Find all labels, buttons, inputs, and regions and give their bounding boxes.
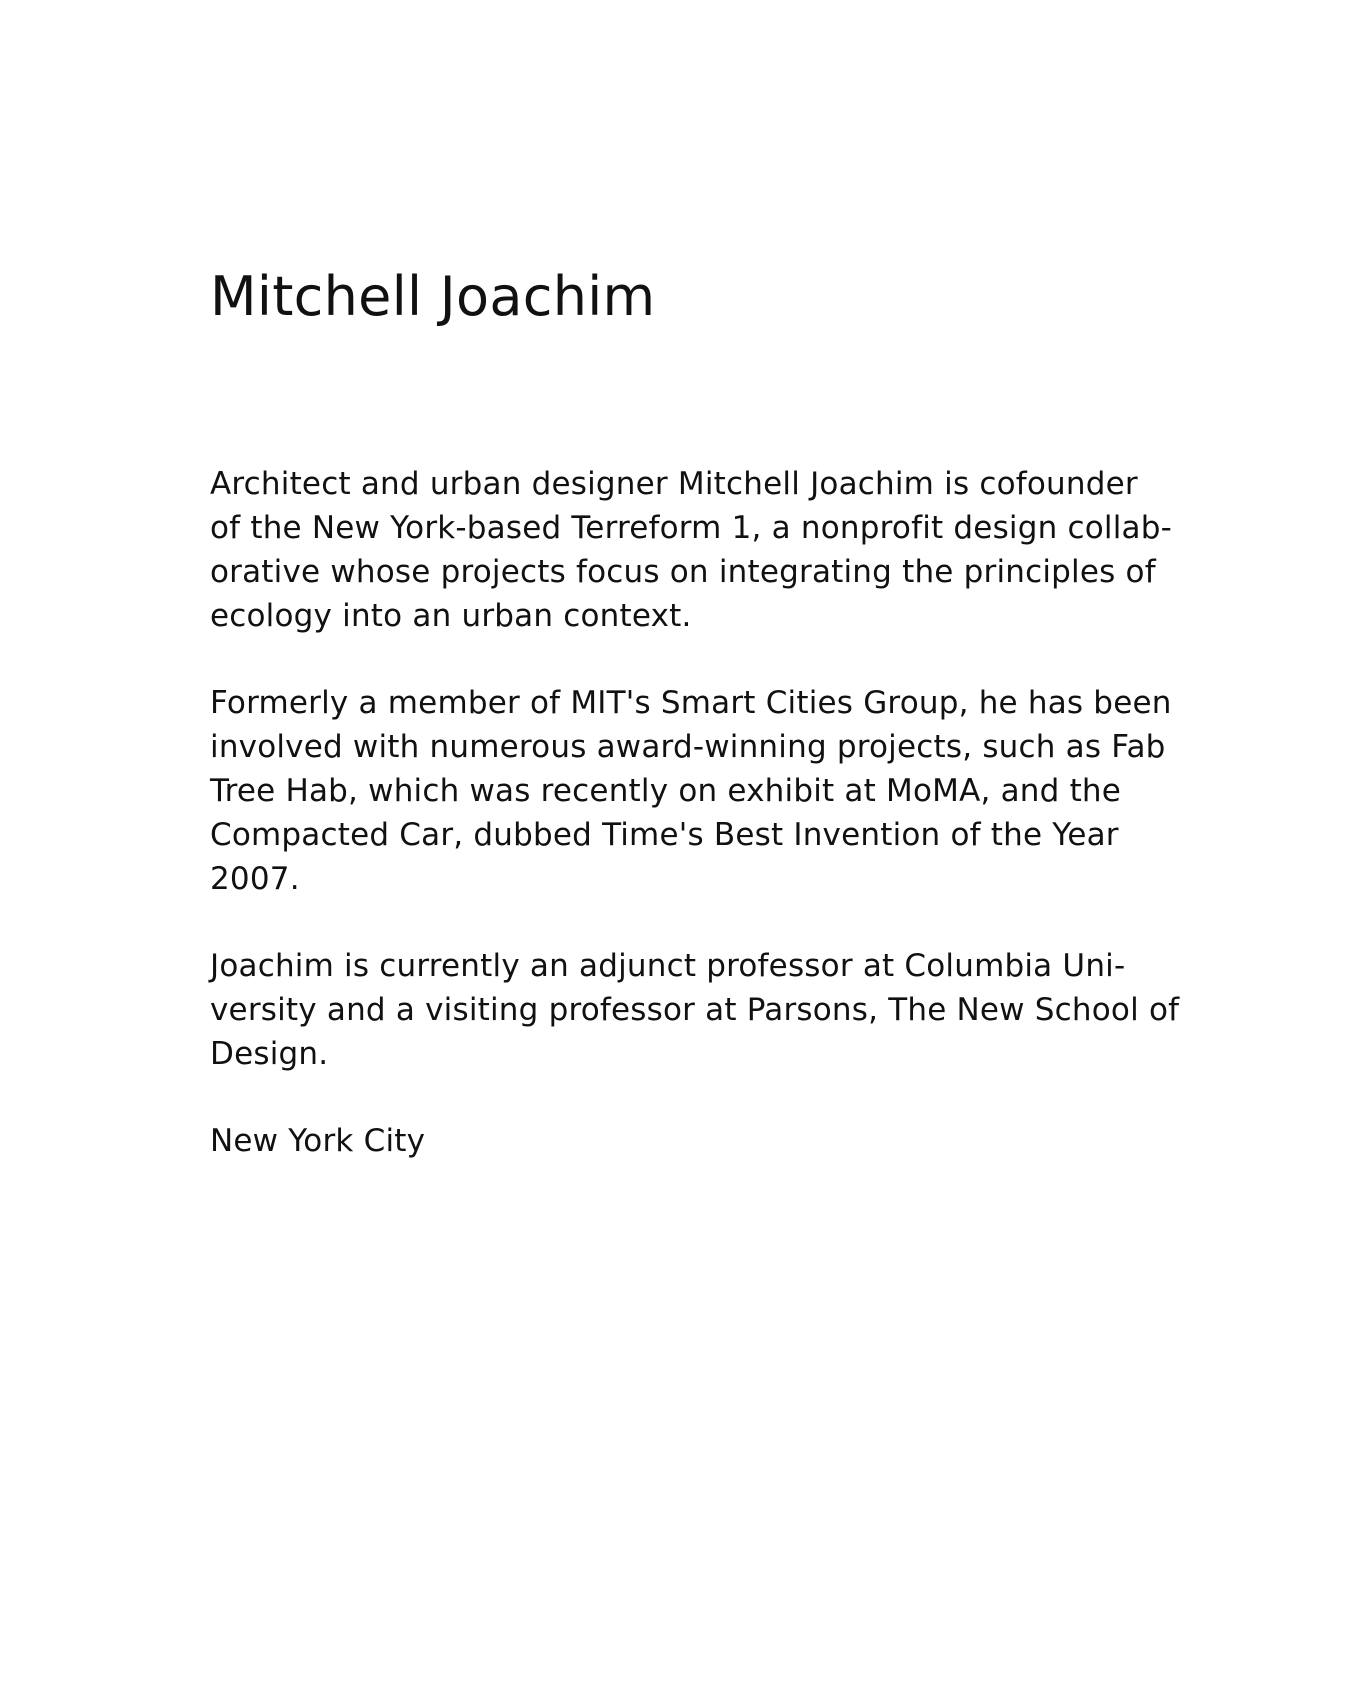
paragraph-teaching — [210, 944, 1190, 1076]
text-line: ecology into an urban context. — [210, 598, 692, 634]
text-line: Design. — [210, 1036, 329, 1072]
paragraph-intro — [210, 462, 1190, 638]
biography-text — [210, 462, 1190, 1163]
text-line: New York City — [210, 1123, 426, 1159]
text-line: Architect and urban designer Mitchell Joachim is cofounder — [210, 466, 1138, 502]
text-line: of the New York-based Terreform 1, a nonprofit design collab- — [210, 510, 1173, 546]
text-line: orative whose projects focus on integrating the principles of — [210, 554, 1156, 590]
text-line: versity and a visiting professor at Parsons, The New School of — [210, 992, 1180, 1028]
paragraph-career — [210, 681, 1190, 901]
page-title: Mitchell Joachim — [210, 265, 656, 328]
paragraph-spacer — [210, 638, 1190, 681]
text-line: 2007. — [210, 861, 300, 897]
text-line: Compacted Car, dubbed Time's Best Invention of the Year — [210, 817, 1119, 853]
paragraph-spacer — [210, 1076, 1190, 1119]
text-line: Formerly a member of MIT's Smart Cities Group, he has been — [210, 685, 1172, 721]
text-line: involved with numerous award-winning projects, such as Fab — [210, 729, 1166, 765]
text-line: Tree Hab, which was recently on exhibit at MoMA, and the — [210, 773, 1122, 809]
text-line: Joachim is currently an adjunct professor at Columbia Uni- — [210, 948, 1126, 984]
location-line — [210, 1119, 1190, 1163]
paragraph-spacer — [210, 901, 1190, 944]
